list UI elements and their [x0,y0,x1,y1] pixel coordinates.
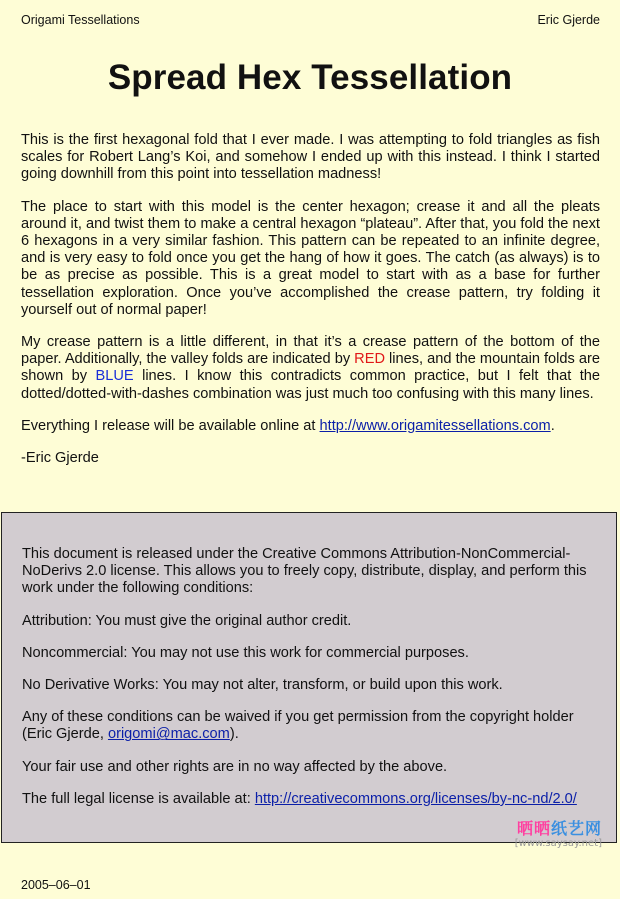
waiver-text-a: Any of these conditions can be waived if you get permission from the copyright holder (Eric Gjerde, [22,709,574,743]
p3-text-b: lines, and the mountain folds are shown by [21,351,600,385]
watermark-part1: 晒晒 [516,819,551,838]
waiver-text-b: ). [229,726,239,743]
p4-text-b: . [550,417,555,434]
watermark-url: [www.saysay.net] [514,838,602,849]
license-noncommercial: Noncommercial: You may not use this work for commercial purposes. [22,644,469,661]
intro-section [21,132,600,482]
license-text [22,546,602,823]
page-title: Spread Hex Tessellation [107,58,513,97]
intro-paragraph-3 [21,334,600,403]
license-fairuse: Your fair use and other rights are in no way affected by the above. [22,758,448,775]
email-link[interactable]: origomi@mac.com [107,726,230,743]
watermark-logo [515,820,602,850]
intro-paragraph-2: The place to start with this model is the center hexagon; crease it and all the pleats around it, and twist them to make a central hexagon “plateau”. After that, you fold the next 6 hexagons in a very similar fashion. This pattern can be repeated to an infinite degree, and is very easy to fold once you get the hang of how it goes. The catch (as always) is to be as precise as possible. This is a great model to start with as a base for further tessellation exploration. Once you’ve accomplished the crease pattern, try folding it yourself out of normal paper! [21,198,600,318]
p4-text-a: Everything I release will be available online at [21,417,320,434]
signature: -Eric Gjerde [21,450,99,467]
p3-text-c: lines. I know this contradicts common practice, but I felt that the dotted/dotted-with-dashes combination was just much too confusing with this many lines. [21,368,600,402]
license-legal [22,791,602,808]
red-keyword: RED [354,351,385,368]
license-intro: This document is released under the Creative Commons Attribution-NonCommercial-NoDerivs 2.0 license. This allows you to freely copy, distribute, display, and perform this work under the following conditions: [22,546,587,597]
p3-text-a: My crease pattern is a little different, in that it’s a crease pattern of the bottom of the paper. Additionally, the valley folds are indicated by [21,334,600,368]
license-link[interactable]: http://creativecommons.org/licenses/by-nc-nd/2.0/ [254,790,577,807]
license-noderivs: No Derivative Works: You may not alter, transform, or build upon this work. [22,677,503,694]
license-waiver [22,709,602,743]
intro-paragraph-1: This is the first hexagonal fold that I ever made. I was attempting to fold triangles as fish scales for Robert Lang’s Koi, and somehow I ended up with this instead. I think I started going downhill from this point into tessellation madness! [21,132,600,183]
watermark-title [515,820,602,838]
license-box [1,512,617,843]
website-link[interactable]: http://www.origamitessellations.com [319,417,551,434]
license-attribution: Attribution: You must give the original author credit. [22,612,352,629]
legal-text: The full legal license is available at: [22,790,255,807]
blue-keyword: BLUE [95,368,134,385]
watermark-part2: 纸艺网 [550,819,602,838]
footer-date: 2005–06–01 [21,878,91,892]
header-left: Origami Tessellations [21,13,140,27]
header-right: Eric Gjerde [537,13,600,27]
intro-paragraph-4 [21,418,600,435]
